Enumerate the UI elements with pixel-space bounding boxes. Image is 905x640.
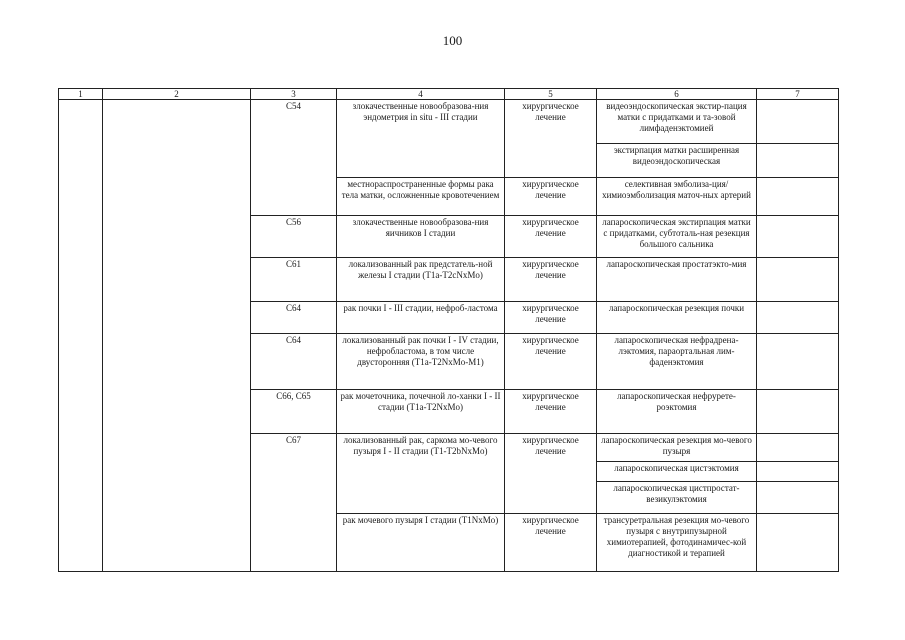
col2-cell [103,100,251,572]
col7-cell [757,216,839,258]
treatment-cell: хирургическое лечение [505,514,597,572]
col7-cell [757,258,839,302]
diagnosis-cell: злокачественные новообразова-ния яичников I стадии [337,216,505,258]
diagnosis-cell: локализованный рак, саркома мо-чевого пузыря I - II стадии (T1-T2bNxMo) [337,434,505,514]
method-cell: лапароскопическая резекция почки [597,302,757,334]
procedures-table [58,88,839,572]
method-cell: лапароскопическая цистэктомия [597,462,757,482]
col7-cell [757,434,839,462]
method-cell: лапароскопическая резекция мо-чевого пузыря [597,434,757,462]
col7-cell [757,390,839,434]
header-cell: 5 [505,89,597,100]
treatment-cell: хирургическое лечение [505,216,597,258]
diagnosis-cell: локализованный рак почки I - IV стадии, нефробластома, в том числе двусторонняя (T1a-T2NxMo-M1) [337,334,505,390]
diagnosis-cell: рак мочевого пузыря I стадии (T1NxMo) [337,514,505,572]
treatment-cell: хирургическое лечение [505,258,597,302]
method-cell: лапароскопическая цистпростат-везикулэктомия [597,482,757,514]
table-header-row [59,89,839,100]
treatment-cell: хирургическое лечение [505,334,597,390]
header-cell: 6 [597,89,757,100]
method-cell: трансуретральная резекция мо-чевого пузыря с внутрипузырной химиотерапией, фотодинамичес-кой диагностикой и терапией [597,514,757,572]
col7-cell [757,178,839,216]
col7-cell [757,100,839,144]
treatment-cell: хирургическое лечение [505,390,597,434]
method-cell: лапароскопическая экстирпация матки с придатками, субтоталь-ная резекция большого сальника [597,216,757,258]
treatment-cell: хирургическое лечение [505,434,597,514]
col7-cell [757,482,839,514]
diagnosis-cell: рак почки I - III стадии, нефроб-ластома [337,302,505,334]
col7-cell [757,462,839,482]
page-number: 100 [442,33,463,48]
code-cell: С54 [251,100,337,216]
col7-cell [757,334,839,390]
treatment-cell: хирургическое лечение [505,100,597,178]
treatment-cell: хирургическое лечение [505,178,597,216]
code-cell: С61 [251,258,337,302]
header-cell: 4 [337,89,505,100]
code-cell: С66, С65 [251,390,337,434]
header-cell: 7 [757,89,839,100]
method-cell: видеоэндоскопическая экстир-пация матки с придатками и та-зовой лимфаденэктомией [597,100,757,144]
code-cell: С64 [251,302,337,334]
col7-cell [757,302,839,334]
header-cell: 3 [251,89,337,100]
method-cell: экстирпация матки расширенная видеоэндоскопическая [597,144,757,178]
method-cell: лапароскопическая нефрурете-роэктомия [597,390,757,434]
treatment-cell: хирургическое лечение [505,302,597,334]
header-cell: 2 [103,89,251,100]
code-cell: С56 [251,216,337,258]
diagnosis-cell: рак мочеточника, почечной ло-ханки I - II стадии (T1a-T2NxMo) [337,390,505,434]
diagnosis-cell: местнораспространенные формы рака тела матки, осложненные кровотечением [337,178,505,216]
table-row [59,100,839,144]
col1-cell [59,100,103,572]
diagnosis-cell: локализованный рак предстатель-ной железы I стадии (T1a-T2cNxMo) [337,258,505,302]
code-cell: С67 [251,434,337,572]
col7-cell [757,514,839,572]
method-cell: лапароскопическая нефрадрена-лэктомия, параортальная лим-фаденэктомия [597,334,757,390]
diagnosis-cell: злокачественные новообразова-ния эндометрия in situ - III стадии [337,100,505,178]
header-cell: 1 [59,89,103,100]
col7-cell [757,144,839,178]
code-cell: С64 [251,334,337,390]
method-cell: селективная эмболиза-ция/химиоэмболизация маточ-ных артерий [597,178,757,216]
method-cell: лапароскопическая простатэкто-мия [597,258,757,302]
